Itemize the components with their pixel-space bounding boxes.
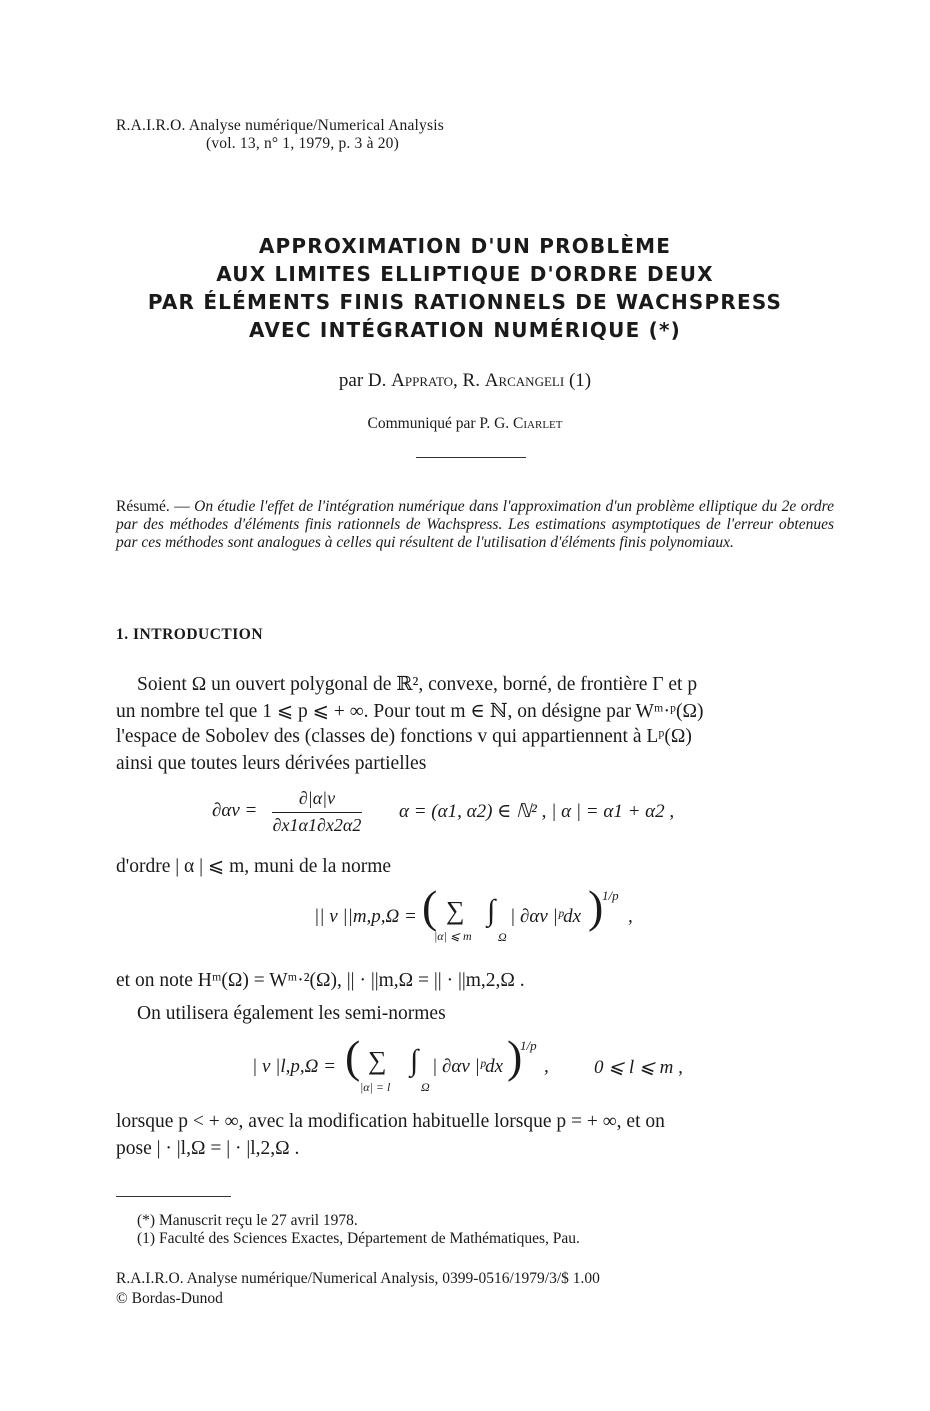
eq2-exponent: 1/p xyxy=(602,888,619,903)
authors-line xyxy=(0,370,930,392)
para1-line2: un nombre tel que 1 ⩽ p ⩽ + ∞. Pour tout m ∈ ℕ, on désigne par Wᵐ·ᵖ(Ω) xyxy=(116,701,704,722)
eq3-integrand: | ∂αv |ᵖdx xyxy=(432,1056,504,1077)
para4: On utilisera également les semi-normes xyxy=(137,1003,446,1024)
eq3-sum-subscript: |α| = l xyxy=(360,1080,391,1094)
para5-line1: lorsque p < + ∞, avec la modification habituelle lorsque p = + ∞, et on xyxy=(116,1111,665,1132)
authors-prefix: par D. xyxy=(338,370,387,391)
para1-line4: ainsi que toutes leurs dérivées partielles xyxy=(116,753,427,774)
para1-line1: Soient Ω un ouvert polygonal de ℝ², convexe, borné, de frontière Γ et p xyxy=(137,674,698,695)
communicated-name: Ciarlet xyxy=(513,415,563,432)
author-arcangeli: Arcangeli xyxy=(484,370,565,391)
eq3-integral-domain: Ω xyxy=(421,1080,430,1094)
eq1-rest: α = (α1, α2) ∈ ℕ² , | α | = α1 + α2 , xyxy=(399,801,675,822)
footnote-1: (*) Manuscrit reçu le 27 avril 1978. xyxy=(137,1212,358,1229)
title-line4: AVEC INTÉGRATION NUMÉRIQUE (*) xyxy=(249,318,681,342)
eq3-comma: , xyxy=(544,1056,549,1077)
eq2-right-paren: ) xyxy=(588,881,604,932)
eq1-numerator: ∂|α|v xyxy=(298,788,336,808)
para3: et on note Hᵐ(Ω) = Wᵐ·²(Ω), || · ||m,Ω = || · ||m,2,Ω . xyxy=(116,970,525,991)
author-footnote-mark: (1) xyxy=(568,370,592,391)
eq2-sum-subscript: |α| ⩽ m xyxy=(434,929,472,943)
eq1-fraction-bar xyxy=(272,812,362,813)
title-line3: PAR ÉLÉMENTS FINIS RATIONNELS DE WACHSPRESS xyxy=(147,290,783,314)
eq3-left-paren: ( xyxy=(345,1031,361,1082)
para2: d'ordre | α | ⩽ m, muni de la norme xyxy=(116,856,392,877)
eq3-rest: 0 ⩽ l ⩽ m , xyxy=(594,1057,683,1078)
communicated-line xyxy=(0,415,930,433)
eq2-sum: ∑ xyxy=(446,896,465,925)
journal-header-line2: (vol. 13, n° 1, 1979, p. 3 à 20) xyxy=(206,135,399,152)
footnote-divider xyxy=(116,1196,231,1197)
eq3-right-paren: ) xyxy=(507,1031,523,1082)
abstract-label: Résumé. — xyxy=(116,498,195,515)
eq3-exponent: 1/p xyxy=(520,1038,537,1053)
journal-header-line1: R.A.I.R.O. Analyse numérique/Numerical Analysis xyxy=(116,117,444,134)
footer-line1: R.A.I.R.O. Analyse numérique/Numerical Analysis, 0399-0516/1979/3/$ 1.00 xyxy=(116,1270,600,1287)
abstract-text: On étudie l'effet de l'intégration numérique dans l'approximation d'un problème elliptique du 2e ordre par des méthodes d'éléments finis rationnels de Wachspress. Les estimations asymptotiques de l'erreur obtenues par ces méthodes sont analogues à celles qui résultent de l'utilisation d'éléments finis polynomiaux. xyxy=(116,498,834,551)
footnote-2: (1) Faculté des Sciences Exactes, Département de Mathématiques, Pau. xyxy=(137,1230,580,1247)
authors-separator: , R. xyxy=(453,370,480,391)
abstract xyxy=(116,498,834,552)
title-line2: AUX LIMITES ELLIPTIQUE D'ORDRE DEUX xyxy=(216,262,714,286)
communicated-prefix: Communiqué par P. G. xyxy=(367,415,510,432)
eq2-lhs: || v ||m,p,Ω = xyxy=(314,906,417,927)
eq1-denominator: ∂x1α1∂x2α2 xyxy=(272,815,362,835)
para1-line3: l'espace de Sobolev des (classes de) fonctions v qui appartiennent à Lᵖ(Ω) xyxy=(116,726,692,747)
para5-line2: pose | · |l,Ω = | · |l,2,Ω . xyxy=(116,1138,300,1159)
eq2-integral: ∫ xyxy=(487,894,496,927)
footer-line2: © Bordas-Dunod xyxy=(116,1290,223,1307)
eq3-sum: ∑ xyxy=(368,1046,387,1075)
eq2-left-paren: ( xyxy=(422,881,438,932)
eq3-lhs: | v |l,p,Ω = xyxy=(252,1056,336,1077)
eq2-comma: , xyxy=(628,906,633,927)
eq1-lhs: ∂αv = xyxy=(212,800,258,821)
eq2-integrand: | ∂αv |ᵖdx xyxy=(510,906,582,927)
author-apprato: Apprato xyxy=(391,370,454,391)
section-title: 1. INTRODUCTION xyxy=(116,626,264,643)
eq2-integral-domain: Ω xyxy=(498,930,507,944)
title-divider xyxy=(416,457,526,458)
title-line1: APPROXIMATION D'UN PROBLÈME xyxy=(258,234,672,258)
eq3-integral: ∫ xyxy=(410,1044,419,1077)
